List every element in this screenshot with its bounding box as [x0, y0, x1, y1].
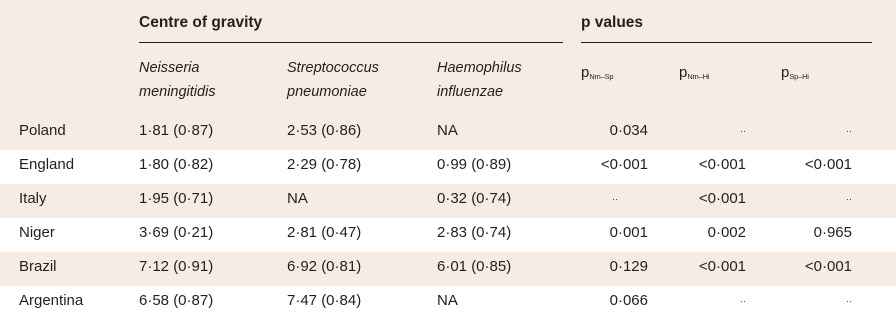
- nm-cell: 1·95 (0·71): [139, 190, 214, 207]
- table-row: [0, 286, 896, 320]
- centre-of-gravity-header: Centre of gravity: [139, 14, 263, 31]
- country-cell: Brazil: [19, 258, 57, 275]
- pvalue-header-sp-hi: [781, 64, 809, 81]
- hi-cell: NA: [437, 122, 458, 139]
- p-values-header: p values: [581, 14, 644, 31]
- p-sp-hi-cell: ··: [846, 296, 852, 306]
- table-row: [0, 252, 896, 286]
- p-nm-hi-cell: <0·001: [698, 258, 746, 275]
- p-nm-sp-cell: 0·001: [609, 224, 648, 241]
- pvalue-subscript: Nm–Hi: [687, 72, 710, 81]
- p-nm-sp-cell: 0·034: [609, 122, 648, 139]
- p-nm-hi-cell: <0·001: [698, 156, 746, 173]
- p-sp-hi-cell: ··: [846, 126, 852, 136]
- p-values-rule: [581, 42, 872, 43]
- pvalue-header-nm-sp: [581, 64, 613, 81]
- sp-cell: 6·92 (0·81): [287, 258, 362, 275]
- p-sp-hi-cell: 0·965: [813, 224, 852, 241]
- table-row: [0, 150, 896, 184]
- subheader-line: Haemophilus: [437, 60, 522, 76]
- p-sp-hi-cell: <0·001: [804, 156, 852, 173]
- pvalue-subscript: Sp–Hi: [789, 72, 809, 81]
- pvalue-symbol: p: [679, 64, 688, 81]
- table-row: [0, 116, 896, 150]
- subheader-line: meningitidis: [139, 84, 216, 100]
- hi-cell: 2·83 (0·74): [437, 224, 512, 241]
- subheader-haemophilus: [437, 56, 522, 104]
- p-nm-hi-cell: ··: [740, 296, 746, 306]
- centre-of-gravity-rule: [139, 42, 563, 43]
- p-nm-sp-cell: ··: [612, 194, 618, 204]
- pvalue-symbol: p: [581, 64, 590, 81]
- sp-cell: NA: [287, 190, 308, 207]
- p-sp-hi-cell: ··: [846, 194, 852, 204]
- hi-cell: 0·99 (0·89): [437, 156, 512, 173]
- pvalue-subscript: Nm–Sp: [589, 72, 614, 81]
- sp-cell: 2·81 (0·47): [287, 224, 362, 241]
- table-row: [0, 218, 896, 252]
- pvalue-header-nm-hi: [679, 64, 709, 81]
- nm-cell: 1·81 (0·87): [139, 122, 214, 139]
- p-nm-sp-cell: 0·066: [609, 292, 648, 309]
- nm-cell: 3·69 (0·21): [139, 224, 214, 241]
- pvalue-symbol: p: [781, 64, 790, 81]
- subheader-line: Neisseria: [139, 60, 200, 76]
- country-cell: Poland: [19, 122, 66, 139]
- p-nm-sp-cell: 0·129: [609, 258, 648, 275]
- hi-cell: 6·01 (0·85): [437, 258, 512, 275]
- subheader-streptococcus: [287, 56, 379, 104]
- subheader-line: Streptococcus: [287, 60, 379, 76]
- subheader-line: pneumoniae: [287, 84, 367, 100]
- sp-cell: 7·47 (0·84): [287, 292, 362, 309]
- nm-cell: 6·58 (0·87): [139, 292, 214, 309]
- country-cell: Argentina: [19, 292, 84, 309]
- sp-cell: 2·29 (0·78): [287, 156, 362, 173]
- country-cell: Niger: [19, 224, 55, 241]
- p-nm-hi-cell: <0·001: [698, 190, 746, 207]
- p-sp-hi-cell: <0·001: [804, 258, 852, 275]
- country-cell: Italy: [19, 190, 47, 207]
- subheader-neisseria: [139, 56, 216, 104]
- nm-cell: 7·12 (0·91): [139, 258, 214, 275]
- nm-cell: 1·80 (0·82): [139, 156, 214, 173]
- p-nm-sp-cell: <0·001: [600, 156, 648, 173]
- hi-cell: NA: [437, 292, 458, 309]
- p-nm-hi-cell: ··: [740, 126, 746, 136]
- subheader-line: influenzae: [437, 84, 504, 100]
- sp-cell: 2·53 (0·86): [287, 122, 362, 139]
- table-body: [0, 116, 896, 320]
- hi-cell: 0·32 (0·74): [437, 190, 512, 207]
- p-nm-hi-cell: 0·002: [707, 224, 746, 241]
- table-row: [0, 184, 896, 218]
- country-cell: England: [19, 156, 75, 173]
